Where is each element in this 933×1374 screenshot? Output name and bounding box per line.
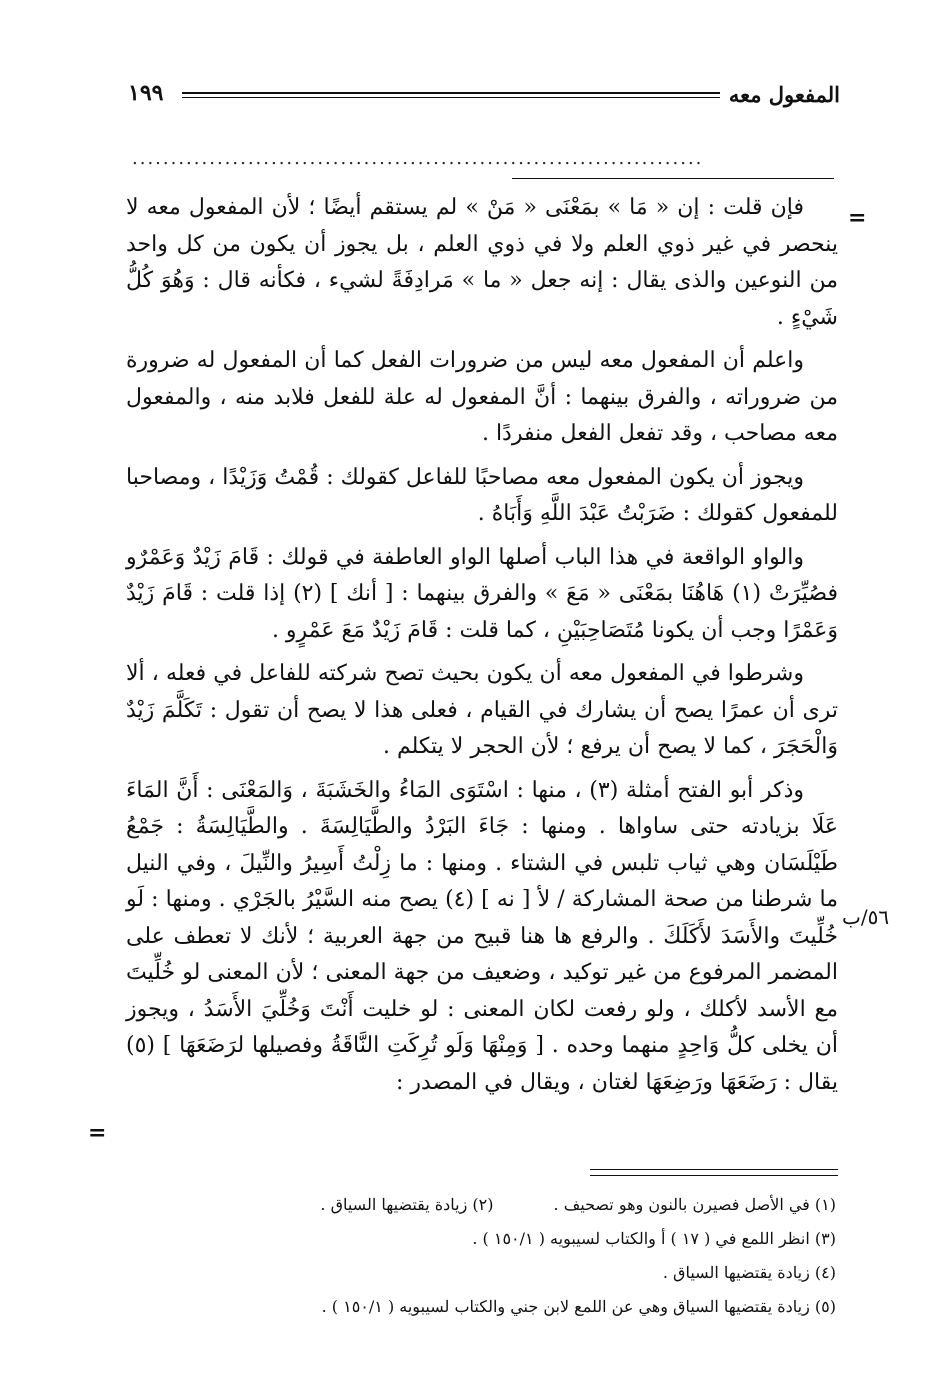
footnote-5: (٥) زيادة يقتضيها السياق وهي عن اللمع لابن جني والكتاب لسيبويه ( ١٥٠/١ ) .	[321, 1297, 836, 1316]
footnote-line	[130, 1256, 836, 1290]
page-header	[128, 80, 840, 114]
footnote-line	[130, 1188, 836, 1222]
paragraph: وذكر أبو الفتح أمثلة (٣) ، منها : اسْتَوَى المَاءُ والخَشَبَةَ ، وَالمَعْنَى : أَنَّ المَاءَ عَلَا بزيادته حتى ساواها . ومنها : جَاءَ البَرْدُ والطَّيَالِسَةَ . والطَّيَالِسَةُ : جَمْعُ طَيْلَسَان وهي ثياب تلبس في الشتاء . ومنها : ما زِلْتُ أَسِيرُ والنِّيلَ ، وفي النيل ما شرطنا من صحة المشاركة / لأ [ نه ] (٤) يصح منه السَّيْرُ بالجَرْي . ومنها : لَو خُلِّيتَ والأَسَدَ لأَكَلَكَ . والرفع ها هنا قبيح من جهة العربية ؛ لأنك لا تعطف على المضمر المرفوع من غير توكيد ، وضعيف من جهة المعنى ؛ لأن المعنى لو خُلِّيتَ مع الأسد لأكلك ، ولو رفعت لكان المعنى : لو خليت أَنْتَ وَخُلِّيَ الأَسَدُ ، ويجوز أن يخلى كلُّ وَاحِدٍ منهما وحده . [ وَمِنْهَا وَلَو تُرِكَتِ النَّاقَةُ وفصيلها لرَضَعَهَا ] (٥) يقال : رَضَعَهَا ورَضِعَهَا لغتان ، ويقال في المصدر :	[126, 777, 838, 1095]
paragraph: فإن قلت : إن « مَا » بمَعْنَى « مَنْ » لم يستقم أيضًا ؛ لأن المفعول معه لا ينحصر في غير ذوي العلم ولا في ذوي العلم ، بل يجوز أن يكون من كل واحد من النوعين والذى يقال : إنه جعل « ما » مَرادِفَةً لشيء ، فكأنه قال : وَهُوَ كُلُّ شَيْءٍ .	[126, 195, 838, 330]
continuation-marker-bottom: =	[88, 1120, 107, 1146]
page-number: ١٩٩	[128, 80, 164, 106]
dotted-separator: ..........................................................................	[132, 148, 704, 169]
continuation-marker-top: =	[848, 205, 867, 231]
footnote-1: (١) في الأصل فصيرن بالنون وهو تصحيف .	[553, 1195, 836, 1214]
chapter-title: المفعول معه	[728, 82, 840, 107]
footnote-rule-second	[590, 1175, 838, 1176]
header-rule	[182, 92, 720, 94]
footnote-4: (٤) زيادة يقتضيها السياق .	[662, 1263, 836, 1282]
manuscript-folio-note: ٥٦/ب	[842, 905, 890, 929]
main-text	[126, 190, 838, 1108]
footnote-rule	[590, 1169, 838, 1170]
footnotes	[130, 1188, 836, 1324]
header-rule-thin	[182, 97, 720, 98]
paragraph: ويجوز أن يكون المفعول معه مصاحبًا للفاعل كقولك : قُمْتُ وَزَيْدًا ، ومصاحبا للمفعول كقولك : ضَرَبْتُ عَبْدَ اللَّهِ وَأَبَاهُ .	[126, 464, 838, 526]
separator-rule	[512, 178, 834, 179]
paragraph: وشرطوا في المفعول معه أن يكون بحيث تصح شركته للفاعل في فعله ، ألا ترى أن عمرًا يصح أن يشارك في القيام ، فعلى هذا لا يصح أن تقول : تَكَلَّمَ زَيْدٌ وَالْحَجَرَ ، كما لا يصح أن يرفع ؛ لأن الحجر لا يتكلم .	[126, 661, 838, 759]
footnote-line	[130, 1222, 836, 1256]
footnote-line	[130, 1290, 836, 1324]
paragraph: والواو الواقعة في هذا الباب أصلها الواو العاطفة في قولك : قَامَ زَيْدٌ وَعَمْرٌو فصُيِّرَتْ (١) هَاهُنَا بمَعْنَى « مَعَ » والفرق بينهما : [ أنك ] (٢) إذا قلت : قَامَ زَيْدٌ وَعَمْرًا وجب أن يكونا مُتَصَاحِبَيْنِ ، كما قلت : قَامَ زَيْدٌ مَعَ عَمْرٍو .	[126, 544, 838, 643]
footnote-3: (٣) انظر اللمع في ( ١٧ ) أ والكتاب لسيبويه ( ١٥٠/١ ) .	[472, 1229, 836, 1248]
paragraph: واعلم أن المفعول معه ليس من ضرورات الفعل كما أن المفعول له ضرورة من ضروراته ، والفرق بينهما : أنَّ المفعول له علة للفعل فلابد منه ، والمفعول معه مصاحب ، وقد تفعل الفعل منفردًا .	[126, 348, 838, 446]
footnote-2: (٢) زيادة يقتضيها السياق .	[320, 1195, 494, 1214]
